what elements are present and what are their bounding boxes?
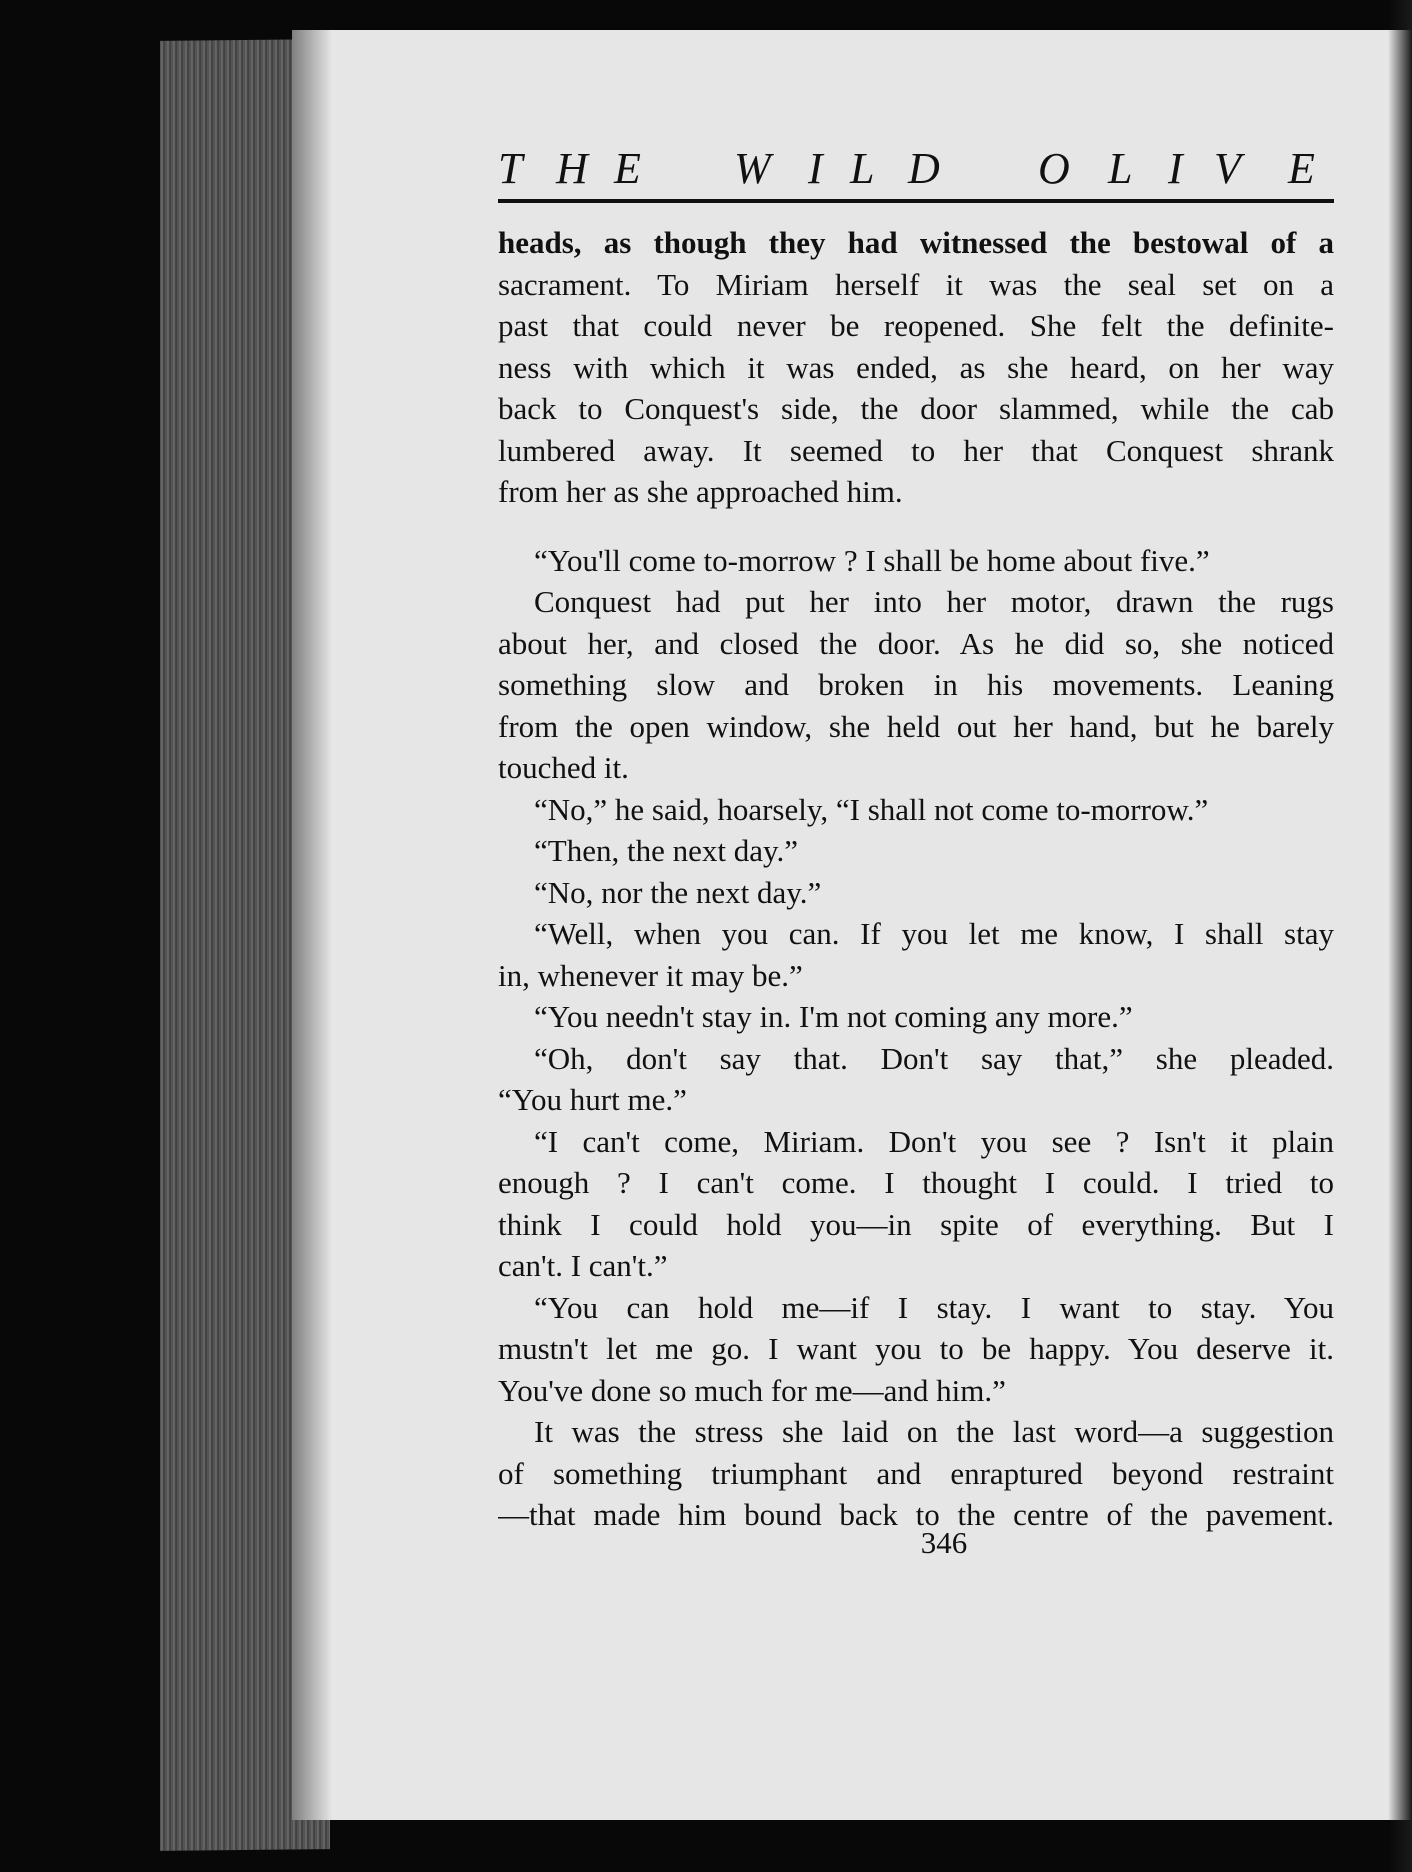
- paragraph: [498, 996, 1334, 1038]
- text-line: think I could hold you—in spite of everything. But I: [498, 1206, 1334, 1242]
- text-line: can't. I can't.”: [498, 1248, 668, 1283]
- text-line: enough ? I can't come. I thought I could. I tried to: [498, 1165, 1334, 1200]
- text-line: past that could never be reopened. She felt the definite-: [498, 308, 1334, 343]
- running-head-letter: O: [1038, 144, 1070, 193]
- header-rule: [498, 199, 1334, 203]
- paragraph: [498, 222, 1334, 513]
- text-line: “I can't come, Miriam. Don't you see ? Isn't it plain: [534, 1123, 1334, 1159]
- text-line: “Oh, don't say that. Don't say that,” she pleaded.: [534, 1040, 1334, 1076]
- text-line: “You can hold me—if I stay. I want to stay. You: [534, 1289, 1334, 1325]
- running-head: [498, 144, 1338, 193]
- section-break: [498, 513, 1334, 540]
- paragraph: [498, 872, 1334, 914]
- text-line: back to Conquest's side, the door slammed, while the cab: [498, 391, 1334, 426]
- paragraph: [498, 581, 1334, 789]
- paragraph: [498, 913, 1334, 996]
- text-line: heads, as though they had witnessed the bestowal of a: [498, 225, 1334, 260]
- text-line: from the open window, she held out her hand, but he barely: [498, 708, 1334, 744]
- text-line: something slow and broken in his movements. Leaning: [498, 667, 1334, 702]
- text-line: “No, nor the next day.”: [534, 874, 822, 910]
- running-head-letter: I: [808, 144, 823, 193]
- gutter-shadow: [292, 30, 332, 1820]
- paragraph: [498, 540, 1334, 582]
- page-number: 346: [920, 1525, 968, 1560]
- paragraph: [498, 1038, 1334, 1121]
- text-line: from her as she approached him.: [498, 474, 903, 509]
- text-line: ness with which it was ended, as she heard, on her way: [498, 349, 1334, 385]
- running-head-letter: L: [850, 144, 875, 193]
- text-line: “Then, the next day.”: [534, 833, 798, 868]
- text-line: “Well, when you can. If you let me know, I shall stay: [534, 916, 1334, 951]
- running-head-letter: E: [1288, 144, 1315, 193]
- running-head-letter: H: [556, 144, 588, 193]
- running-head-letter: E: [614, 144, 641, 193]
- running-head-letter: T: [498, 144, 523, 193]
- paragraph: [498, 789, 1334, 831]
- text-line: touched it.: [498, 750, 629, 785]
- text-line: in, whenever it may be.”: [498, 957, 803, 993]
- body-text: [498, 222, 1334, 1536]
- right-margin-shadow: [1388, 0, 1412, 1872]
- text-line: “You needn't stay in. I'm not coming any more.”: [534, 999, 1133, 1034]
- text-line: “No,” he said, hoarsely, “I shall not come to-morrow.”: [534, 791, 1209, 827]
- text-line: It was the stress she laid on the last word—a suggestion: [534, 1414, 1334, 1449]
- running-head-letter: I: [1168, 144, 1183, 193]
- text-line: “You hurt me.”: [498, 1082, 687, 1117]
- text-line: lumbered away. It seemed to her that Conquest shrank: [498, 432, 1334, 468]
- text-line: mustn't let me go. I want you to be happy. You deserve it.: [498, 1331, 1334, 1366]
- text-line: Conquest had put her into her motor, drawn the rugs: [534, 584, 1334, 619]
- text-line: sacrament. To Miriam herself it was the seal set on a: [498, 266, 1334, 302]
- running-head-letter: L: [1108, 144, 1133, 193]
- text-line: about her, and closed the door. As he did so, she noticed: [498, 625, 1334, 661]
- text-line: of something triumphant and enraptured beyond restraint: [498, 1455, 1334, 1491]
- text-line: —that made him bound back to the centre of the pavement.: [498, 1497, 1334, 1532]
- running-head-letter: V: [1214, 144, 1241, 193]
- paragraph: [498, 1411, 1334, 1536]
- running-head-letter: D: [908, 144, 940, 193]
- paragraph: [498, 1121, 1334, 1287]
- text-line: You've done so much for me—and him.”: [498, 1372, 1006, 1408]
- paragraph: [498, 830, 1334, 872]
- text-line: “You'll come to-morrow ? I shall be home about five.”: [534, 542, 1210, 578]
- paragraph: [498, 1287, 1334, 1412]
- running-head-letter: W: [734, 144, 771, 193]
